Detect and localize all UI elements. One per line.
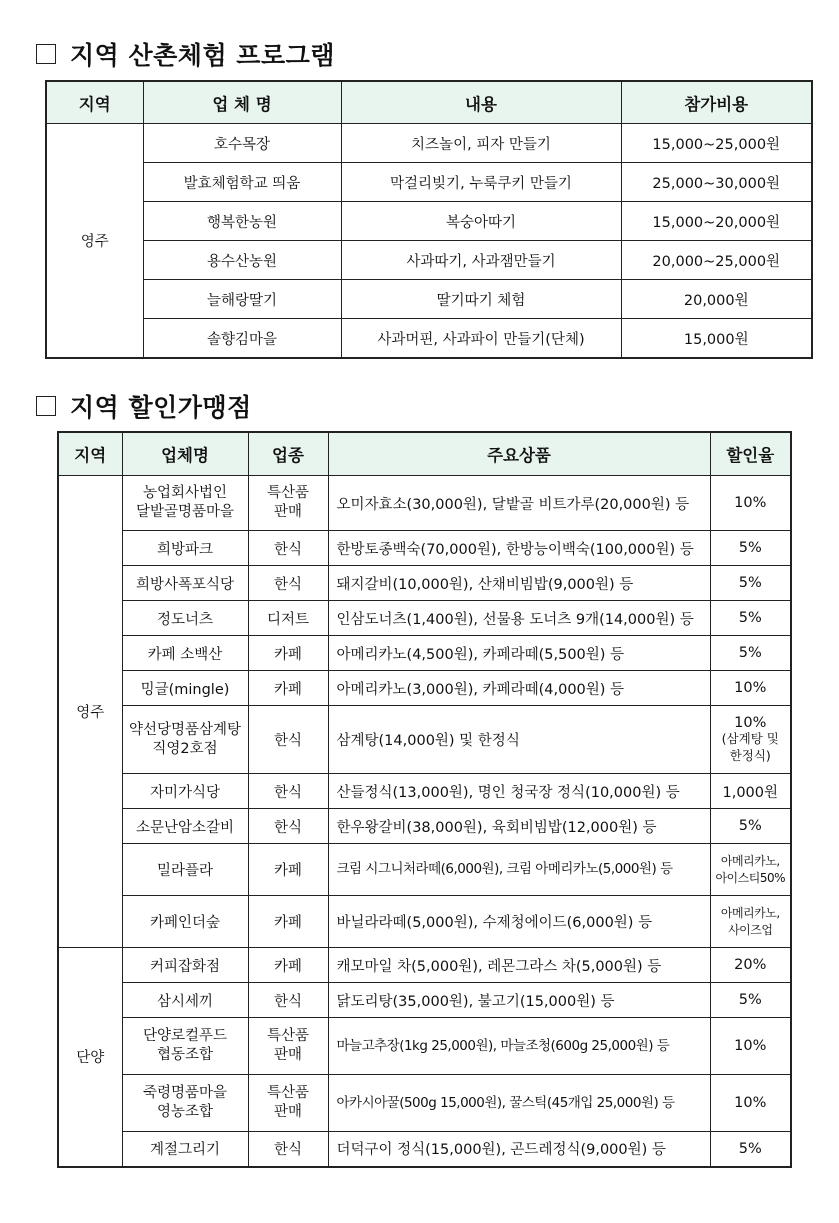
table-row	[58, 983, 791, 1018]
store-products: 아메리카노(4,500원), 카페라떼(5,500원) 등	[328, 636, 710, 671]
program-fee: 25,000~30,000원	[621, 163, 812, 202]
program-fee: 15,000원	[621, 319, 812, 359]
program-content: 딸기따기 체험	[341, 280, 621, 319]
table-row	[58, 844, 791, 896]
business-name: 발효체험학교 띄움	[143, 163, 341, 202]
discount-rate: 5%	[710, 531, 791, 566]
header-fee: 참가비용	[621, 81, 812, 124]
region-cell: 영주	[58, 476, 122, 948]
table-row	[58, 774, 791, 809]
discount-rate: 10%	[710, 1018, 791, 1075]
discount-rate: 5%	[710, 601, 791, 636]
discount-rate: 아메리카노, 사이즈업	[710, 896, 791, 948]
store-category: 한식	[248, 566, 328, 601]
store-products: 삼계탕(14,000원) 및 한정식	[328, 706, 710, 774]
store-products: 아메리카노(3,000원), 카페라떼(4,000원) 등	[328, 671, 710, 706]
discount-rate: 아메리카노, 아이스티50%	[710, 844, 791, 896]
section-title-text: 지역 산촌체험 프로그램	[70, 41, 335, 70]
table-row	[58, 809, 791, 844]
table-row	[46, 124, 812, 163]
discount-rate: 1,000원	[710, 774, 791, 809]
store-products: 한우왕갈비(38,000원), 육회비빔밥(12,000원) 등	[328, 809, 710, 844]
discount-rate: 10%	[710, 671, 791, 706]
table-row	[46, 163, 812, 202]
store-products: 더덕구이 정식(15,000원), 곤드레정식(9,000원) 등	[328, 1132, 710, 1167]
store-category: 한식	[248, 809, 328, 844]
store-name: 자미가식당	[122, 774, 248, 809]
discount-rate: 10%	[710, 1075, 791, 1132]
store-category: 한식	[248, 774, 328, 809]
business-name: 행복한농원	[143, 202, 341, 241]
store-name: 희방파크	[122, 531, 248, 566]
table-row	[58, 1018, 791, 1075]
section-title-discount	[36, 388, 252, 424]
store-name: 커피잡화점	[122, 948, 248, 983]
table-row	[58, 531, 791, 566]
checkbox-square-icon	[36, 44, 56, 64]
program-fee: 15,000~25,000원	[621, 124, 812, 163]
store-category: 카페	[248, 948, 328, 983]
table-header-row	[58, 432, 791, 476]
store-name: 밀라플라	[122, 844, 248, 896]
table-row	[58, 1075, 791, 1132]
store-name: 삼시세끼	[122, 983, 248, 1018]
store-products: 아카시아꿀(500g 15,000원), 꿀스틱(45개입 25,000원) 등	[328, 1075, 710, 1132]
store-name: 농업회사법인 달밭골명품마을	[122, 476, 248, 531]
store-products: 바닐라라떼(5,000원), 수제청에이드(6,000원) 등	[328, 896, 710, 948]
program-content: 치즈놀이, 피자 만들기	[341, 124, 621, 163]
table-row	[58, 1132, 791, 1167]
discount-rate: 5%	[710, 1132, 791, 1167]
store-products: 크림 시그니처라떼(6,000원), 크림 아메리카노(5,000원) 등	[328, 844, 710, 896]
discount-rate: 5%	[710, 566, 791, 601]
table-row	[58, 948, 791, 983]
business-name: 솔향김마을	[143, 319, 341, 359]
program-content: 사과따기, 사과잼만들기	[341, 241, 621, 280]
table-row	[46, 280, 812, 319]
store-name: 카페인더숲	[122, 896, 248, 948]
header-business: 업체명	[122, 432, 248, 476]
experience-program-table	[45, 80, 813, 359]
discount-rate: 10%	[734, 715, 767, 732]
store-products: 마늘고추장(1kg 25,000원), 마늘조청(600g 25,000원) 등	[328, 1018, 710, 1075]
header-content: 내용	[341, 81, 621, 124]
section-title-text: 지역 할인가맹점	[70, 393, 252, 422]
discount-rate-cell	[710, 706, 791, 774]
program-content: 사과머핀, 사과파이 만들기(단체)	[341, 319, 621, 359]
discount-rate: 10%	[710, 476, 791, 531]
table-row	[46, 241, 812, 280]
store-name: 단양로컬푸드 협동조합	[122, 1018, 248, 1075]
table-row	[58, 706, 791, 774]
program-fee: 20,000원	[621, 280, 812, 319]
store-name: 죽령명품마을 영농조합	[122, 1075, 248, 1132]
checkbox-square-icon	[36, 396, 56, 416]
program-content: 복숭아따기	[341, 202, 621, 241]
table-row	[58, 566, 791, 601]
table-header-row	[46, 81, 812, 124]
discount-store-table	[57, 431, 792, 1168]
store-category: 한식	[248, 983, 328, 1018]
store-category: 한식	[248, 1132, 328, 1167]
table-row	[46, 319, 812, 359]
header-business: 업 체 명	[143, 81, 341, 124]
store-products: 캐모마일 차(5,000원), 레몬그라스 차(5,000원) 등	[328, 948, 710, 983]
section-title-experience	[36, 36, 335, 72]
header-products: 주요상품	[328, 432, 710, 476]
region-cell: 단양	[58, 948, 122, 1167]
program-fee: 20,000~25,000원	[621, 241, 812, 280]
store-category: 카페	[248, 671, 328, 706]
store-category: 특산품 판매	[248, 1075, 328, 1132]
store-category: 카페	[248, 896, 328, 948]
store-products: 인삼도너츠(1,400원), 선물용 도너츠 9개(14,000원) 등	[328, 601, 710, 636]
store-products: 산들정식(13,000원), 명인 청국장 정식(10,000원) 등	[328, 774, 710, 809]
discount-note: (삼계탕 및 한정식)	[721, 731, 779, 763]
store-category: 한식	[248, 531, 328, 566]
store-name: 밍글(mingle)	[122, 671, 248, 706]
store-products: 닭도리탕(35,000원), 불고기(15,000원) 등	[328, 983, 710, 1018]
discount-rate: 5%	[710, 809, 791, 844]
store-name: 약선당명품삼계탕 직영2호점	[122, 706, 248, 774]
store-category: 한식	[248, 706, 328, 774]
table-row	[58, 476, 791, 531]
store-category: 카페	[248, 844, 328, 896]
store-products: 오미자효소(30,000원), 달밭골 비트가루(20,000원) 등	[328, 476, 710, 531]
store-products: 돼지갈비(10,000원), 산채비빔밥(9,000원) 등	[328, 566, 710, 601]
store-name: 계절그리기	[122, 1132, 248, 1167]
discount-rate: 5%	[710, 636, 791, 671]
business-name: 늘해랑딸기	[143, 280, 341, 319]
program-content: 막걸리빚기, 누룩쿠키 만들기	[341, 163, 621, 202]
discount-rate: 5%	[710, 983, 791, 1018]
store-name: 카페 소백산	[122, 636, 248, 671]
discount-rate: 20%	[710, 948, 791, 983]
store-category: 특산품 판매	[248, 1018, 328, 1075]
table-row	[58, 601, 791, 636]
store-name: 정도너츠	[122, 601, 248, 636]
header-region: 지역	[58, 432, 122, 476]
store-category: 디저트	[248, 601, 328, 636]
store-name: 소문난암소갈비	[122, 809, 248, 844]
store-category: 카페	[248, 636, 328, 671]
header-region: 지역	[46, 81, 143, 124]
program-fee: 15,000~20,000원	[621, 202, 812, 241]
business-name: 호수목장	[143, 124, 341, 163]
store-name: 희방사폭포식당	[122, 566, 248, 601]
table-row	[46, 202, 812, 241]
table-row	[58, 896, 791, 948]
store-category: 특산품 판매	[248, 476, 328, 531]
header-discount: 할인율	[710, 432, 791, 476]
business-name: 용수산농원	[143, 241, 341, 280]
table-row	[58, 671, 791, 706]
header-category: 업종	[248, 432, 328, 476]
table-row	[58, 636, 791, 671]
store-products: 한방토종백숙(70,000원), 한방능이백숙(100,000원) 등	[328, 531, 710, 566]
region-cell: 영주	[46, 124, 143, 359]
